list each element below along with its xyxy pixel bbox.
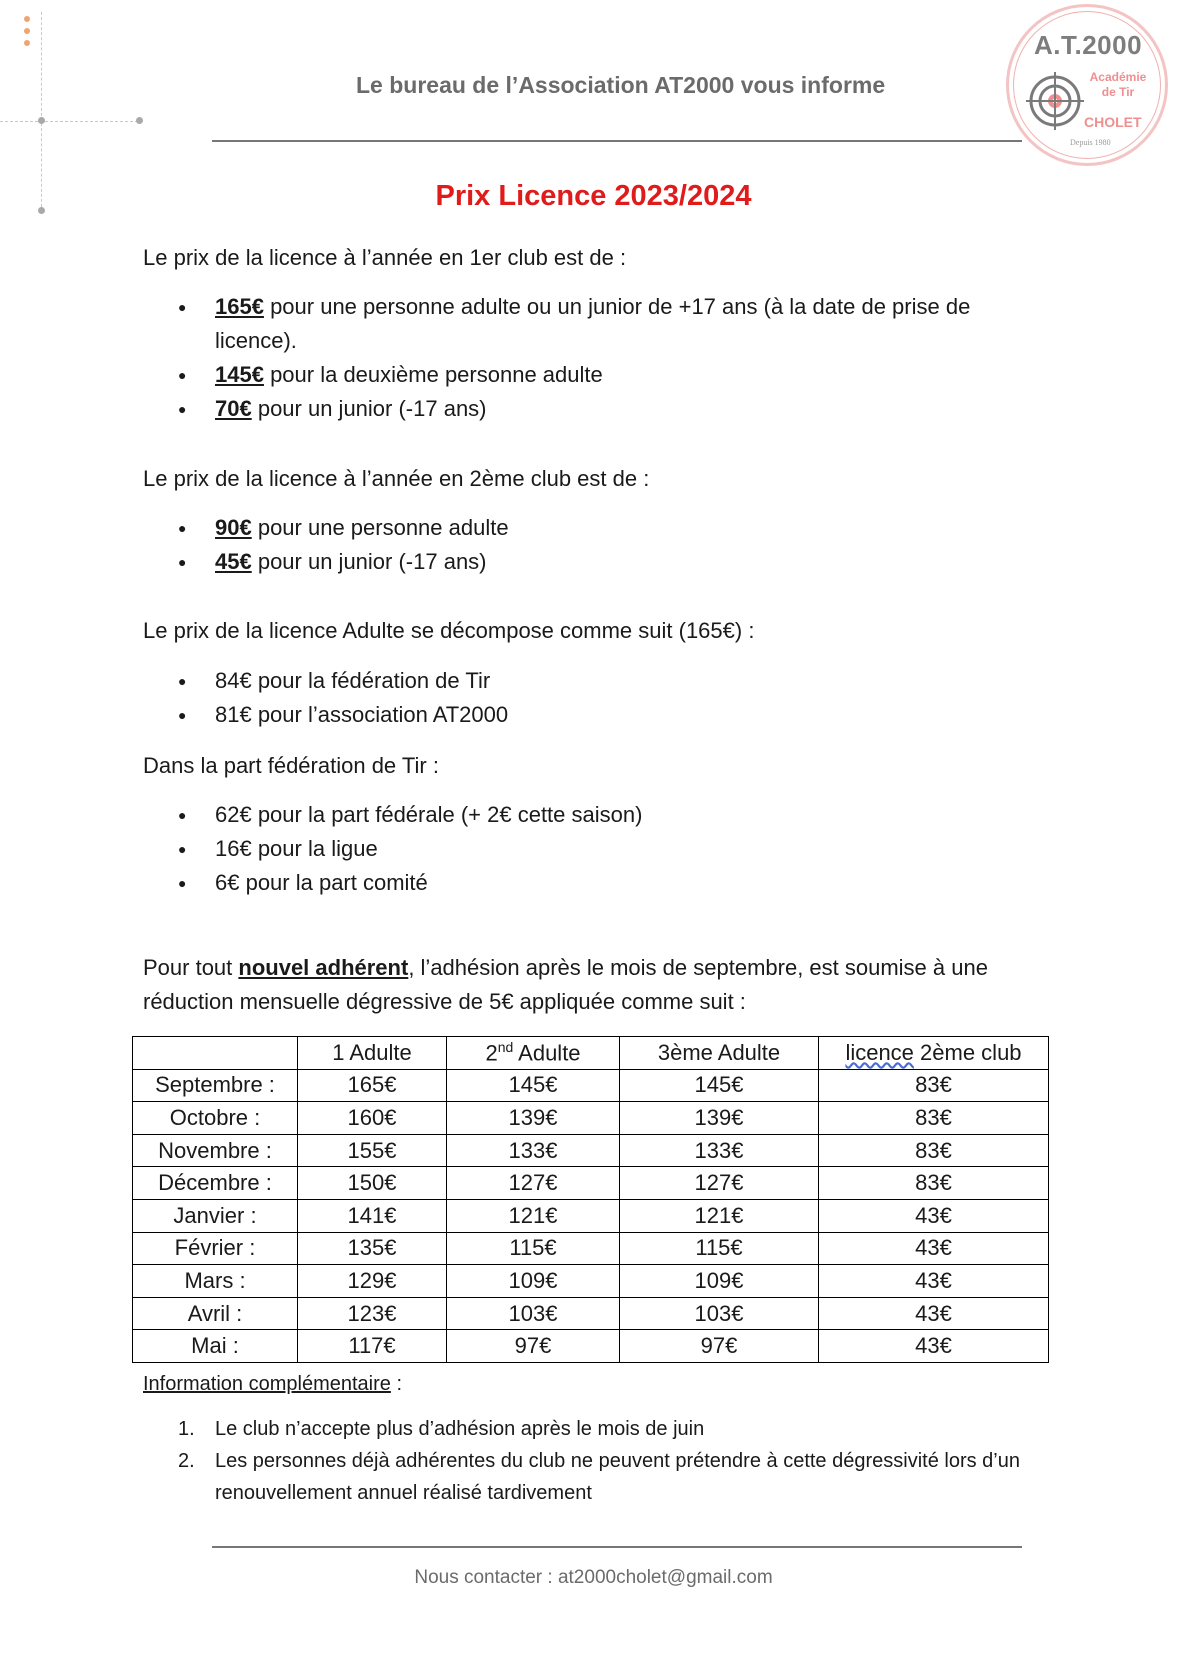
new-member-emphasis: nouvel adhérent [238,955,409,980]
document-title: Prix Licence 2023/2024 [435,180,752,212]
section1-list [170,290,1050,426]
list-item: ● 145€ pour la deuxième personne adulte [170,358,1050,392]
list-item: 2. Les personnes déjà adhérentes du club ne peuvent prétendre à cette dégressivité lors d’un renouvellement annuel réalisé tardivement [178,1450,1020,1504]
header-empty-cell [133,1037,298,1070]
price-cell: 83€ [819,1069,1049,1102]
logo-city: CHOLET [1084,114,1142,130]
price-cell: 145€ [620,1069,819,1102]
price-cell: 83€ [819,1134,1049,1167]
info-list [170,1413,1070,1509]
month-cell: Novembre : [133,1134,298,1167]
header-text: Le bureau de l’Association AT2000 vous informe [356,72,886,98]
list-item: ● 70€ pour un junior (-17 ans) [170,392,1050,426]
section1-intro: Le prix de la licence à l’année en 1er club est de : [143,245,627,270]
header-3rd-adult: 3ème Adulte [620,1037,819,1070]
price-cell: 121€ [447,1199,620,1232]
price-cell: 127€ [620,1167,819,1200]
month-cell: Mars : [133,1265,298,1298]
price-cell: 43€ [819,1265,1049,1298]
price-cell: 103€ [447,1297,620,1330]
price-cell: 103€ [620,1297,819,1330]
logo-subtitle: Académie de Tir [1089,70,1147,99]
decorative-horizontal-line [0,121,138,122]
footer-divider [212,1546,1022,1548]
price-cell: 115€ [620,1232,819,1265]
price-cell: 115€ [447,1232,620,1265]
price-cell: 139€ [447,1102,620,1135]
price-cell: 121€ [620,1199,819,1232]
table-row [133,1199,1049,1232]
list-item: ● 165€ pour une personne adulte ou un junior de +17 ans (à la date de prise de licence). [170,290,1050,358]
price-cell: 117€ [298,1330,447,1363]
price-cell: 97€ [620,1330,819,1363]
table-row [133,1167,1049,1200]
footer-contact: Nous contacter : at2000cholet@gmail.com [414,1567,773,1588]
monthly-price-table [132,1036,1049,1363]
price-cell: 83€ [819,1102,1049,1135]
table-row [133,1265,1049,1298]
price-cell: 135€ [298,1232,447,1265]
price-cell: 43€ [819,1199,1049,1232]
section4-list [170,798,1050,900]
price-cell: 133€ [620,1134,819,1167]
list-item: 1. Le club n’accepte plus d’adhésion après le mois de juin [178,1418,705,1440]
price-cell: 133€ [447,1134,620,1167]
decorative-dots [24,16,32,52]
target-icon [1026,72,1084,130]
price-cell: 129€ [298,1265,447,1298]
month-cell: Janvier : [133,1199,298,1232]
price-cell: 145€ [447,1069,620,1102]
section3-list [170,664,1050,732]
club-logo [1006,4,1168,166]
price-cell: 109€ [447,1265,620,1298]
month-cell: Septembre : [133,1069,298,1102]
price-cell: 43€ [819,1232,1049,1265]
header-1-adult: 1 Adulte [298,1037,447,1070]
price-cell: 83€ [819,1167,1049,1200]
price-cell: 165€ [298,1069,447,1102]
price-cell: 141€ [298,1199,447,1232]
list-item: ● 45€ pour un junior (-17 ans) [170,545,1050,579]
section5-paragraph: Pour tout nouvel adhérent, l’adhésion après le mois de septembre, est soumise à une réduction mensuelle dégressive de 5€ appliquée comme suit : [143,955,988,1014]
list-item: ● 81€ pour l’association AT2000 [170,698,1050,732]
section3-intro: Le prix de la licence Adulte se décompose comme suit (165€) : [143,618,755,643]
section2-list [170,511,1050,579]
section2-intro: Le prix de la licence à l’année en 2ème club est de : [143,466,650,491]
table-row [133,1297,1049,1330]
table-header-row [133,1037,1049,1070]
logo-title: A.T.2000 [1034,30,1143,60]
month-cell: Février : [133,1232,298,1265]
price-cell: 109€ [620,1265,819,1298]
price-cell: 43€ [819,1297,1049,1330]
price-cell: 43€ [819,1330,1049,1363]
price-cell: 139€ [620,1102,819,1135]
header-2nd-adult: 2nd Adulte [447,1037,620,1070]
logo-since: Depuis 1980 [1070,138,1111,147]
list-item: ● 62€ pour la part fédérale (+ 2€ cette saison) [170,798,1050,832]
table-row [133,1134,1049,1167]
section4-intro: Dans la part fédération de Tir : [143,753,439,778]
list-item: ● 16€ pour la ligue [170,832,1050,866]
decorative-node [38,117,45,124]
decorative-node [136,117,143,124]
month-cell: Décembre : [133,1167,298,1200]
price-cell: 123€ [298,1297,447,1330]
price-cell: 155€ [298,1134,447,1167]
month-cell: Avril : [133,1297,298,1330]
price-cell: 160€ [298,1102,447,1135]
table-row [133,1069,1049,1102]
table-row [133,1330,1049,1363]
month-cell: Octobre : [133,1102,298,1135]
table-row [133,1102,1049,1135]
header-divider [212,140,1022,142]
list-item: ● 6€ pour la part comité [170,866,1050,900]
list-item: ● 84€ pour la fédération de Tir [170,664,1050,698]
header-second-club: licence 2ème club [819,1037,1049,1070]
month-cell: Mai : [133,1330,298,1363]
price-cell: 127€ [447,1167,620,1200]
list-item: ● 90€ pour une personne adulte [170,511,1050,545]
price-cell: 97€ [447,1330,620,1363]
price-cell: 150€ [298,1167,447,1200]
info-heading: Information complémentaire : [143,1373,403,1395]
table-row [133,1232,1049,1265]
